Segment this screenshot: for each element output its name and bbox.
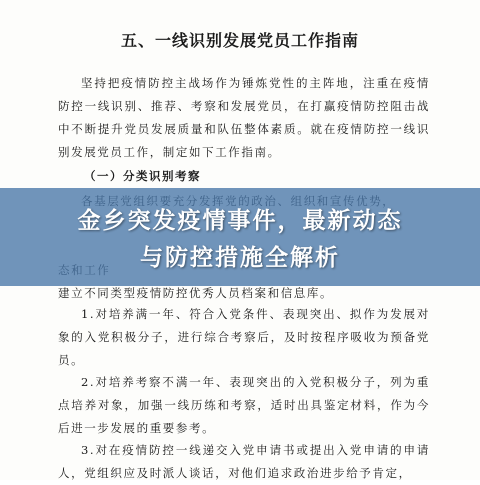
headline-line-1: 金乡突发疫情事件，最新动态 bbox=[77, 208, 403, 234]
list-item-2: 2.对培养考察不满一年、表现突出的入党积极分子，列为重点培养对象，加强一线历练和考察，适时出具鉴定材料，作为今后进一步发展的重要参考。 bbox=[58, 375, 430, 435]
section-heading: （一）分类识别考察 bbox=[84, 169, 201, 183]
list-item-3: 3.对在疫情防控一线递交入党申请书或提出入党申请的申请人，党组织应及时派人谈话，对他们追求政治进步给予肯定， bbox=[58, 443, 430, 480]
list-item-1: 1.对培养满一年、符合入党条件、表现突出、拟作为发展对象的入党积极分子，进行综合考察后，及时按程序吸收为预备党员。 bbox=[58, 307, 430, 367]
document-title: 五、一线识别发展党员工作指南 bbox=[120, 31, 359, 50]
intro-paragraph: 坚持把疫情防控主战场作为锤炼党性的主阵地，注重在疫情防控一线识别、推荐、考察和发展党员，在打赢疫情防控阻击战中不断提升党员发展质量和队伍整体素质。就在疫情防控一线识别发展党员工作，制定如下工作指南。 bbox=[58, 76, 430, 159]
headline-line-2: 与防控措施全解析 bbox=[140, 245, 340, 271]
partial-line-3: 建立不同类型疫情防控优秀人员档案和信息库。 bbox=[58, 286, 334, 300]
